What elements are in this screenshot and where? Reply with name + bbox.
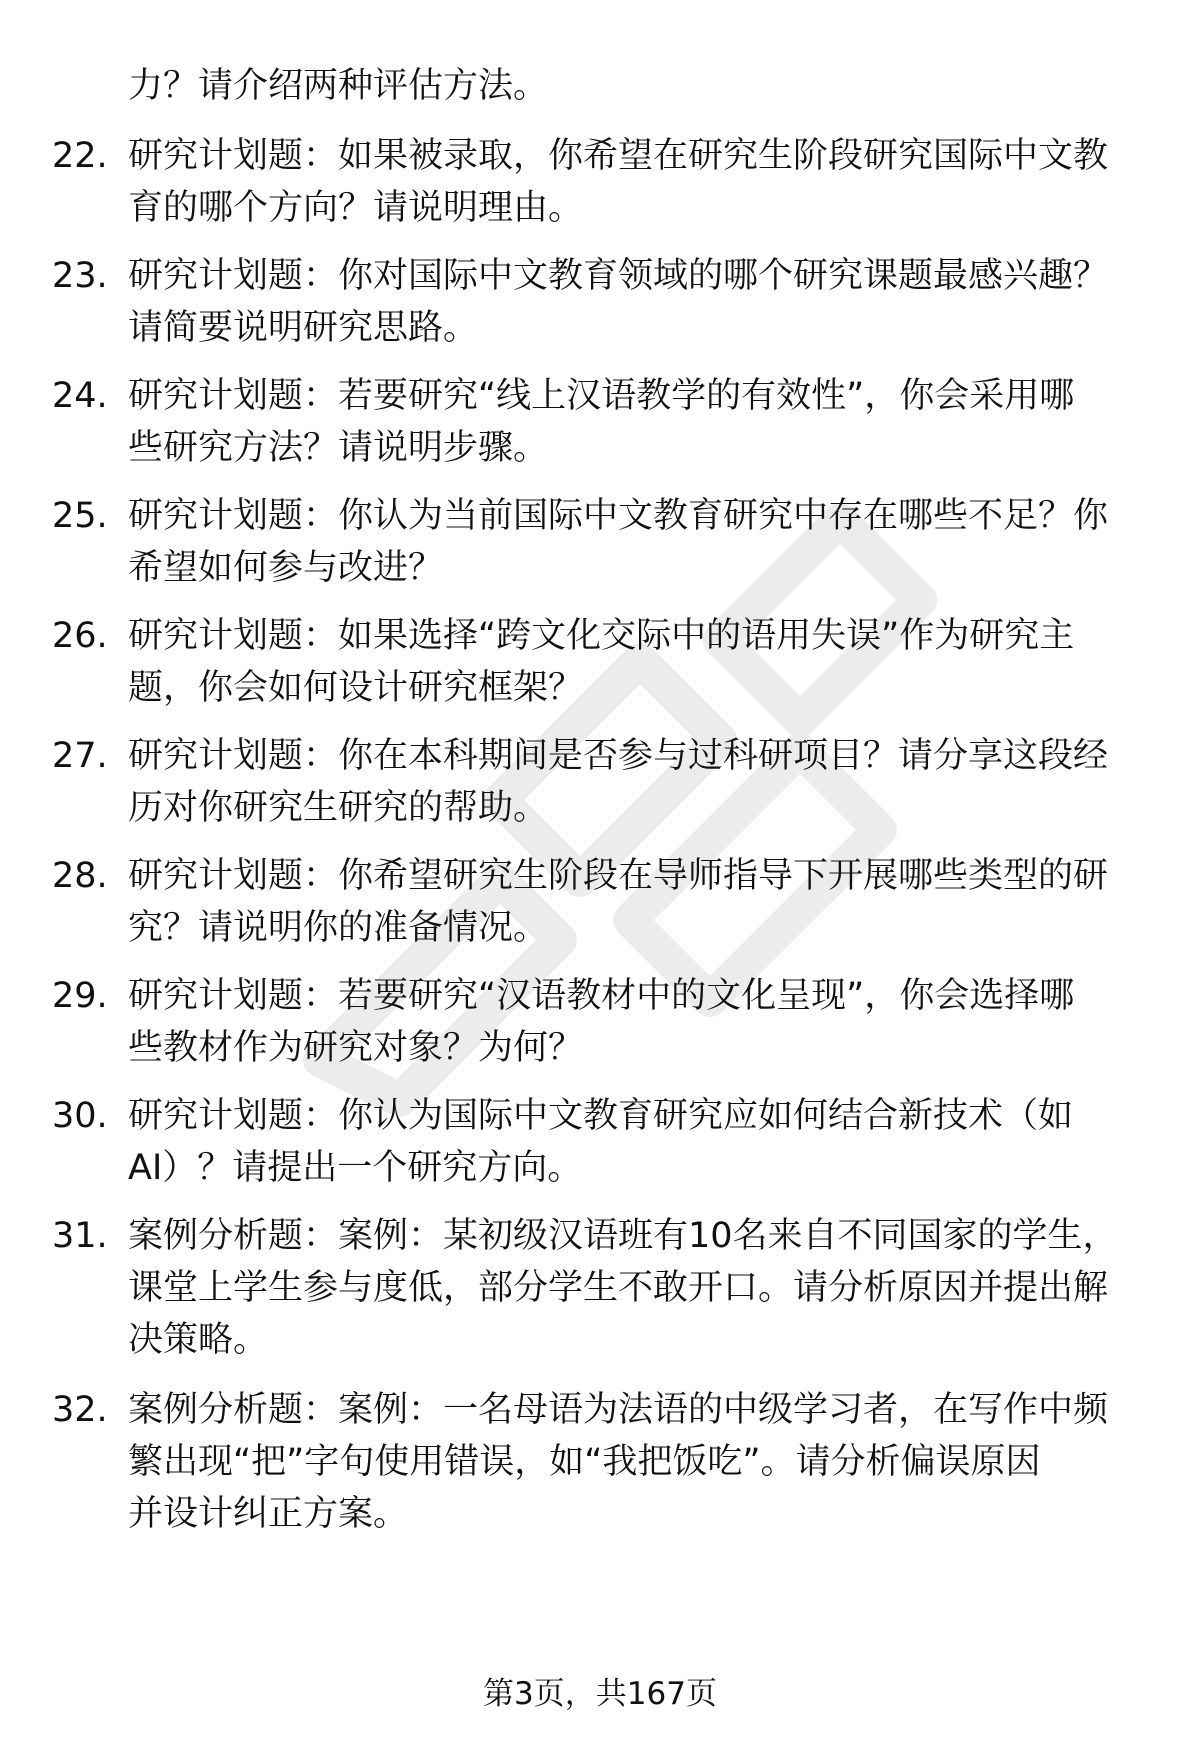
- question-number: 24.: [52, 376, 108, 416]
- question-text: 研究计划题：若要研究“汉语教材中的文化呈现”，你会选择哪 些教材作为研究对象？为何？: [128, 976, 1075, 1068]
- question-text: 研究计划题：如果被录取，你希望在研究生阶段研究国际中文教 育的哪个方向？请说明理由。: [128, 136, 1109, 228]
- question-text: 研究计划题：你希望研究生阶段在导师指导下开展哪些类型的研 究？请说明你的准备情况。: [128, 856, 1109, 948]
- question-number: 23.: [52, 256, 108, 296]
- question-number: 30.: [52, 1096, 108, 1136]
- question-text: 研究计划题：你认为当前国际中文教育研究中存在哪些不足？你 希望如何参与改进？: [128, 496, 1109, 588]
- continuation-text: 力？请介绍两种评估方法。: [128, 66, 549, 106]
- question-text: 案例分析题：案例：一名母语为法语的中级学习者，在写作中频 繁出现“把”字句使用错误，如“我把饭吃”。请分析偏误原因 并设计纠正方案。: [128, 1390, 1109, 1534]
- question-number: 22.: [52, 136, 108, 176]
- page-footer: 第3页，共167页: [483, 1676, 717, 1712]
- question-number: 26.: [52, 616, 108, 656]
- question-text: 研究计划题：你认为国际中文教育研究应如何结合新技术（如 AI）？请提出一个研究方向。: [128, 1096, 1074, 1188]
- question-number: 25.: [52, 496, 108, 536]
- question-text: 研究计划题：若要研究“线上汉语教学的有效性”，你会采用哪 些研究方法？请说明步骤。: [128, 376, 1075, 468]
- question-number: 29.: [52, 976, 108, 1016]
- question-text: 案例分析题：案例：某初级汉语班有10名来自不同国家的学生， 课堂上学生参与度低，部分学生不敢开口。请分析原因并提出解 决策略。: [128, 1216, 1118, 1360]
- question-text: 研究计划题：你对国际中文教育领域的哪个研究课题最感兴趣？ 请简要说明研究思路。: [128, 256, 1109, 348]
- question-number: 31.: [52, 1216, 108, 1256]
- question-text: 研究计划题：你在本科期间是否参与过科研项目？请分享这段经 历对你研究生研究的帮助。: [128, 736, 1109, 828]
- question-number: 32.: [52, 1390, 108, 1430]
- question-number: 27.: [52, 736, 108, 776]
- question-number: 28.: [52, 856, 108, 896]
- question-text: 研究计划题：如果选择“跨文化交际中的语用失误”作为研究主 题，你会如何设计研究框架？: [128, 616, 1075, 708]
